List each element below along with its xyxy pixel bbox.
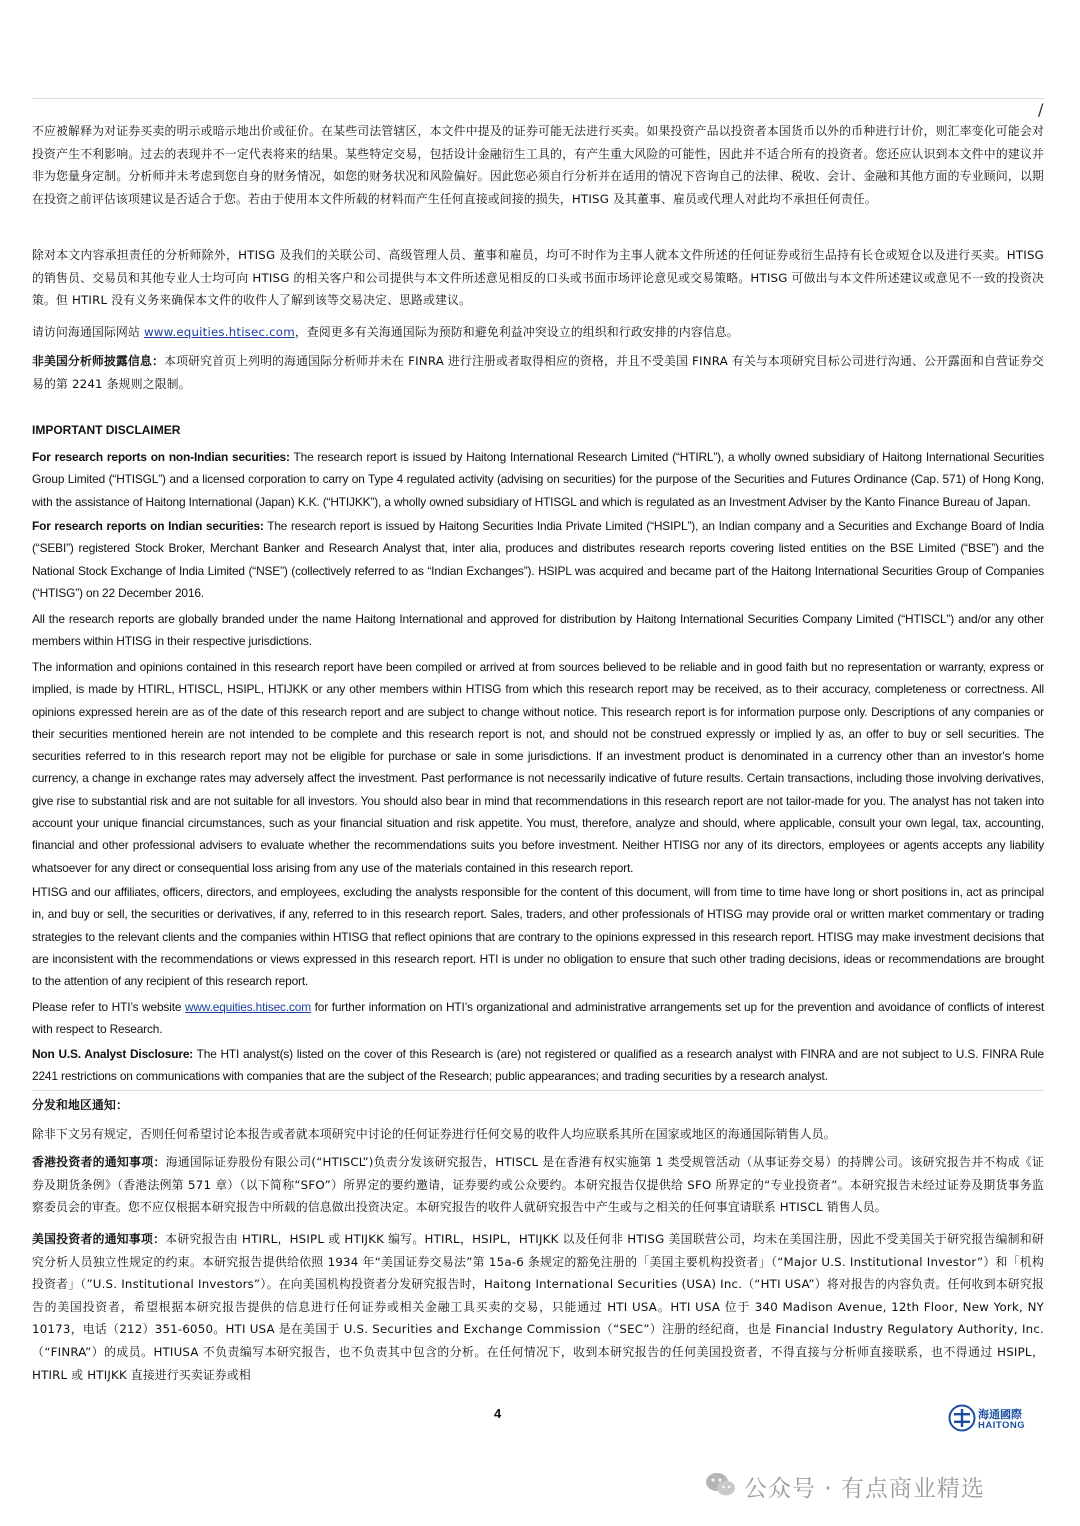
en-website-paragraph (32, 996, 1044, 1041)
en-non-indian-paragraph (32, 446, 1044, 513)
cn-website-text-before: 请访问海通国际网站 (32, 325, 144, 339)
important-disclaimer-heading: IMPORTANT DISCLAIMER (32, 423, 181, 437)
page-number: 4 (494, 1406, 502, 1421)
watermark-text: 公众号 · 有点商业精选 (744, 1476, 985, 1502)
non-us-analyst-label: Non U.S. Analyst Disclosure: (32, 1047, 194, 1061)
section-divider (32, 1090, 1044, 1091)
en-branding-paragraph (32, 608, 1044, 653)
en-non-us-analyst-paragraph (32, 1043, 1044, 1088)
en-affiliates-paragraph (32, 881, 1044, 992)
non-us-analyst-text: The HTI analyst(s) listed on the cover of this Research is (are) not registered or qualified as a research analyst with FINRA and are not subject to U.S. FINRA Rule 2241 restrictions on communications with companies that are the subject of the Research; public appearances; and trading securities by a research analyst. (32, 1047, 1044, 1084)
information-text: The information and opinions contained in this research report have been compiled or arrived at from sources believed to be reliable and in good faith but no representation or warranty, express or implied, is made by HTIRL, HTISCL, HSIPL, HTIJKK or any other members within HTISG from which this research report may be received, as to their accuracy, completeness or correctness. All opinions expressed herein are as of the date of this research report and are subject to change without notice. This research report is for information purpose only. Descriptions of any companies or their securities mentioned herein are not intended to be complete and this research report is not, and should not be construed expressly or implied ly as, an offer to buy or sell securities. The securities referred to in this research report may not be eligible for purchase or sale in some jurisdictions. If an investment product is denominated in a currency other than an investor's home currency, a change in exchange rates may adversely affect the investment. Past performance is not necessarily indicative of future results. Certain transactions, including those involving derivatives, give rise to substantial risk and are not suitable for all investors. You should also bear in mind that recommendations in this research report are not tailor-made for you. The analyst has not taken into account your unique financial circumstances, such as your financial situation and risk appetite. You must, therefore, analyze and should, where applicable, consult your own legal, tax, accounting, financial and other professional advisers to evaluate whether the recommendations suits you before investment. Neither HTISG nor any of its directors, employees or agents accepts any liability whatsoever for any direct or consequential loss arising from any use of the materials contained in this research report. (32, 660, 1044, 875)
us-investor-label: 美国投资者的通知事项： (32, 1232, 166, 1246)
haitong-logo-icon (948, 1404, 976, 1432)
affiliates-text: HTISG and our affiliates, officers, directors, and employees, excluding the analysts responsible for the content of this document, will from time to time have long or short positions in, act as principal in, and buy or sell, the securities or derivatives, if any, referred to in this research report. Sales, traders, and other professionals of HTISG may provide oral or written market commentary or trading strategies to the relevant clients and the companies within HTISG that reflect opinions that are contrary to the opinions expressed in this research report. HTISG may make investment decisions that are inconsistent with the recommendations or views expressed in this research report. HTI is under no obligation to ensure that such other trading decisions, ideas or recommendations are brought to the attention of any recipient of this research report. (32, 885, 1044, 989)
cn-website-paragraph (32, 321, 1044, 344)
distribution-heading: 分发和地区通知： (32, 1098, 128, 1112)
indian-text: The research report is issued by Haitong Securities India Private Limited (“HSIPL”), an Indian company and a Securities and Exchange Board of India (“SEBI”) registered Stock Broker, Merchant Banker and Research Analyst that, inter alia, produces and distributes research reports covering listed entities on the BSE Limited (“BSE”) and the National Stock Exchange of India Limited (“NSE”) (collectively referred to as “Indian Exchanges”). HSIPL was acquired and became part of the Haitong International Securities Group of Companies (“HTISG”) on 22 December 2016. (32, 519, 1044, 600)
haitong-logo (948, 1404, 1038, 1434)
non-indian-label: For research reports on non-Indian securities: (32, 450, 290, 464)
en-website-text-after: for further information on HTI’s organizational and administrative arrangements set up for the prevention and avoidance of conflicts of interest with respect to Research. (32, 1000, 1044, 1037)
cn-disclaimer-paragraph-2 (32, 244, 1044, 312)
cn-website-text-after: ，查阅更多有关海通国际为预防和避免利益冲突设立的组织和行政安排的内容信息。 (294, 325, 739, 339)
indian-label: For research reports on Indian securities: (32, 519, 264, 533)
cn-non-us-text: 本项研究首页上列明的海通国际分析师并未在 FINRA 进行注册或者取得相应的资格，并且不受美国 FINRA 有关与本项研究目标公司进行沟通、公开露面和自营证券交易的第 2241 条规则之限制。 (32, 354, 1044, 391)
logo-en-text: HAITONG (978, 1420, 1026, 1431)
important-disclaimer-heading-block (32, 423, 1044, 437)
cn-paragraph-text: 除对本文内容承担责任的分析师除外，HTISG 及我们的关联公司、高级管理人员、董事和雇员，均可不时作为主事人就本文件所述的任何证券或衍生品持有长仓或短仓以及进行买卖。HTISG 的销售员、交易员和其他专业人士均可向 HTISG 的相关客户和公司提供与本文件所述意见相反的口头或书面市场评论意见或交易策略。HTISG 可做出与本文件所述建议或意见不一致的投资决策。但 HTIRL 没有义务来确保本文件的收件人了解到该等交易决定、思路或建议。 (32, 248, 1044, 308)
cn-us-investor-paragraph (32, 1228, 1044, 1386)
cn-non-us-label: 非美国分析师披露信息： (32, 354, 165, 368)
non-indian-text: The research report is issued by Haitong International Research Limited (“HTIRL”), a wholly owned subsidiary of Haitong International Securities Group Limited (“HTISGL”) and a licensed corporation to carry on Type 4 regulated activity (advising on securities) for the purpose of the Securities and Futures Ordinance (Cap. 571) of Hong Kong, with the assistance of Haitong International (Japan) K.K. (“HTIJKK”), a wholly owned subsidiary of HTISGL and which is regulated as an Investment Adviser by the Kanto Finance Bureau of Japan. (32, 450, 1044, 509)
hong-kong-text: 海通国际证券股份有限公司(“HTISCL”)负责分发该研究报告，HTISCL 是在香港有权实施第 1 类受规管活动（从事证券交易）的持牌公司。该研究报告并不构成《证券及期货条例》（香港法例第 571 章）（以下简称“SFO”）所界定的要约邀请，证券要约或公众要约。本研究报告仅提供给 SFO 所界定的“专业投资者”。本研究报告未经过证券及期货事务监察委员会的审查。您不应仅根据本研究报告中所载的信息做出投资决定。本研究报告的收件人就研究报告中产生或与之相关的任何事宜请联系 HTISCL 销售人员。 (32, 1155, 1044, 1215)
corner-mark: / (1038, 100, 1044, 119)
logo-cn-text: 海通國際 (978, 1408, 1022, 1421)
cn-non-us-analyst-paragraph (32, 350, 1044, 395)
hong-kong-label: 香港投资者的通知事项： (32, 1155, 166, 1169)
website-link[interactable]: www.equities.htisec.com (143, 325, 295, 339)
wechat-icon (704, 1470, 738, 1500)
cn-paragraph-text: 不应被解释为对证券买卖的明示或暗示地出价或征价。在某些司法管辖区，本文件中提及的证券可能无法进行买卖。如果投资产品以投资者本国货币以外的币种进行计价，则汇率变化可能会对投资产生不利影响。过去的表现并不一定代表将来的结果。某些特定交易，包括设计金融衍生工具的，有产生重大风险的可能性，因此并不适合所有的投资者。您还应认识到本文件中的建议并非为您量身定制。分析师并未考虑到您自身的财务情况，如您的财务状况和风险偏好。因此您必须自行分析并在适用的情况下咨询自己的法律、税收、会计、金融和其他方面的专业顾问，以期在投资之前评估该项建议是否适合于您。若由于使用本文件所载的材料而产生任何直接或间接的损失，HTISG 及其董事、雇员或代理人对此均不承担任何责任。 (32, 124, 1044, 206)
distribution-text: 除非下文另有规定，否则任何希望讨论本报告或者就本项研究中讨论的任何证券进行任何交易的收件人均应联系其所在国家或地区的海通国际销售人员。 (32, 1127, 836, 1141)
cn-disclaimer-paragraph-1 (32, 120, 1044, 210)
us-investor-text: 本研究报告由 HTIRL，HSIPL 或 HTIJKK 编写。HTIRL，HSIPL，HTIJKK 以及任何非 HTISG 美国联营公司，均未在美国注册，因此不受美国关于研究报告编制和研究分析人员独立性规定的约束。本研究报告提供给依照 1934 年“美国证券交易法”第 15a-6 条规定的豁免注册的「美国主要机构投资者」（“Major U.S. Institutional Investor”）和「机构投资者」（”U.S. Institutional Investors”）。在向美国机构投资者分发研究报告时，Haitong International Securities (USA) Inc.（“HTI USA”）将对报告的内容负责。任何收到本研究报告的美国投资者，希望根据本研究报告提供的信息进行任何证券或相关金融工具买卖的交易，只能通过 HTI USA。HTI USA 位于 340 Madison Avenue, 12th Floor, New York, NY 10173，电话（212）351-6050。HTI USA 是在美国于 U.S. Securities and Exchange Commission（“SEC”）注册的经纪商，也是 Financial Industry Regulatory Authority, Inc.（“FINRA”）的成员。HTIUSA 不负责编写本研究报告，也不负责其中包含的分析。在任何情况下，收到本研究报告的任何美国投资者，不得直接与分析师直接联系，也不得通过 HSIPL，HTIRL 或 HTIJKK 直接进行买卖证券或相 (32, 1232, 1044, 1382)
cn-distribution-heading-block (32, 1094, 1044, 1117)
en-information-paragraph (32, 656, 1044, 879)
cn-distribution-paragraph (32, 1123, 1044, 1146)
top-rule (32, 98, 1044, 99)
cn-hong-kong-paragraph (32, 1151, 1044, 1219)
branding-text: All the research reports are globally branded under the name Haitong International and approved for distribution by Haitong International Securities Company Limited (“HTISCL”) and/or any other members within HTISG in their respective jurisdictions. (32, 612, 1044, 649)
website-link[interactable]: www.equities.htisec.com (184, 1000, 312, 1014)
en-indian-paragraph (32, 515, 1044, 604)
en-website-text-before: Please refer to HTI’s website (32, 1000, 185, 1014)
